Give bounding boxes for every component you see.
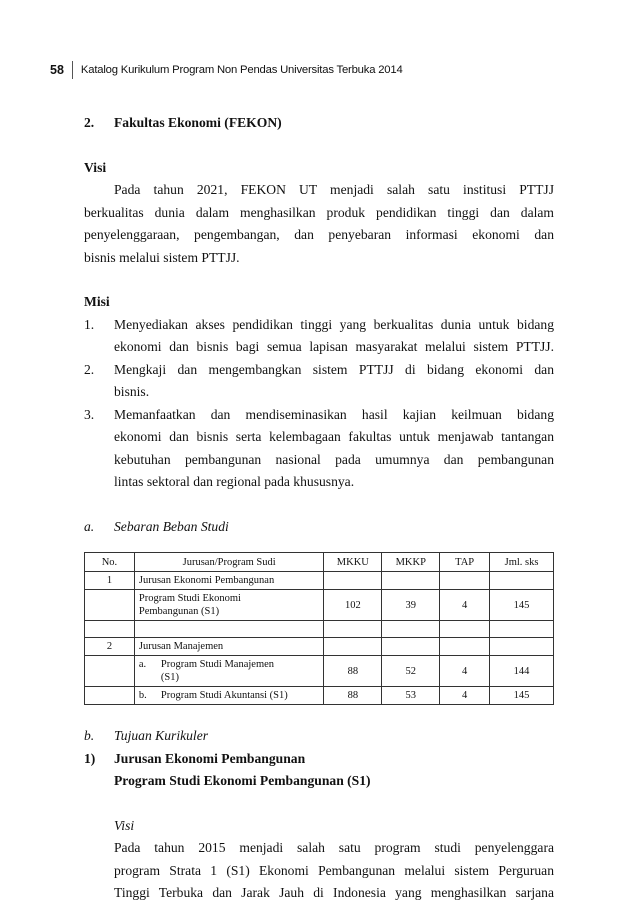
misi-list — [84, 314, 554, 494]
page-number: 58 — [50, 63, 64, 77]
cell-program — [134, 656, 324, 687]
cell-mkku: 88 — [324, 656, 382, 687]
cell — [490, 621, 554, 638]
cell-no: 1 — [85, 572, 135, 590]
cell — [134, 621, 324, 638]
cell — [440, 572, 490, 590]
cell — [85, 687, 135, 705]
program-line: Program Studi Ekonomi — [138, 593, 241, 604]
cell-no: 2 — [85, 638, 135, 656]
visi-line: penyelenggaraan, pengembangan, dan penyebaran informasi ekonomi dan — [84, 227, 554, 242]
item-line: Mengkaji dan mengembangkan sistem PTTJJ di bidang ekonomi dan — [114, 361, 554, 377]
page-header — [50, 61, 403, 79]
list-item — [84, 404, 554, 494]
cell — [85, 656, 135, 687]
cell — [85, 590, 135, 621]
item-number: 1. — [84, 316, 95, 332]
item-line: lintas sektoral dan regional pada khususnya. — [114, 474, 355, 489]
section-number: 2. — [84, 115, 95, 130]
visi-heading: Visi — [84, 159, 107, 175]
prodi-visi-line: Pada tahun 2015 menjadi salah satu program studi penyelenggara — [114, 840, 554, 855]
page-content — [84, 112, 554, 905]
cell-jml: 145 — [490, 590, 554, 621]
cell — [440, 621, 490, 638]
cell-jml: 145 — [490, 687, 554, 705]
cell — [382, 638, 440, 656]
cell-mkkp: 39 — [382, 590, 440, 621]
visi-line: Pada tahun 2021, FEKON UT menjadi salah satu institusi PTTJJ — [114, 182, 554, 197]
item-line: ekonomi dan bisnis bagi semua lapisan masyarakat melalui sistem PTTJJ. — [114, 339, 554, 354]
running-title: Katalog Kurikulum Program Non Pendas Universitas Terbuka 2014 — [80, 64, 403, 76]
cell — [382, 572, 440, 590]
cell-tap: 4 — [440, 656, 490, 687]
item-line: ekonomi dan bisnis serta kelembagaan fakultas untuk menjawab tantangan — [114, 429, 554, 444]
program-letter: b. — [138, 690, 147, 701]
list-item — [84, 314, 554, 359]
item-number: 2. — [84, 361, 95, 377]
cell-mkkp: 52 — [382, 656, 440, 687]
item-line: bisnis. — [114, 384, 150, 399]
jurusan-heading — [84, 748, 554, 771]
col-header: No. — [85, 553, 135, 572]
table-row — [85, 687, 554, 705]
col-header: MKKP — [382, 553, 440, 572]
item-number: 3. — [84, 406, 95, 422]
cell-jurusan: Jurusan Ekonomi Pembangunan — [134, 572, 324, 590]
cell-mkku: 102 — [324, 590, 382, 621]
col-header: MKKU — [324, 553, 382, 572]
item-line: kebutuhan pembangunan nasional pada umumnya dan pembangunan — [114, 451, 554, 467]
misi-heading: Misi — [84, 294, 110, 309]
cell-jml: 144 — [490, 656, 554, 687]
cell — [440, 638, 490, 656]
prodi-visi-heading: Visi — [114, 817, 135, 833]
jurusan-number: 1) — [84, 750, 96, 766]
table-row — [85, 590, 554, 621]
cell — [490, 572, 554, 590]
cell-mkkp: 53 — [382, 687, 440, 705]
tujuan-heading — [84, 725, 554, 748]
sub-letter: b. — [84, 728, 95, 743]
study-load-table — [84, 552, 554, 705]
cell — [324, 621, 382, 638]
cell-tap: 4 — [440, 687, 490, 705]
header-divider — [72, 61, 73, 79]
sub-title: Sebaran Beban Studi — [114, 518, 229, 534]
cell-mkku: 88 — [324, 687, 382, 705]
prodi-visi-line: Tinggi Terbuka dan Jarak Jauh di Indonesia yang menghasilkan sarjana — [114, 885, 554, 900]
item-line: Memanfaatkan dan mendiseminasikan hasil kajian keilmuan bidang — [114, 406, 554, 422]
col-header: Jurusan/Program Sudi — [134, 553, 324, 572]
table-row — [85, 656, 554, 687]
sub-title: Tujuan Kurikuler — [114, 728, 209, 743]
prodi-visi-text — [84, 837, 554, 905]
table-header-row — [85, 553, 554, 572]
prodi-visi-line: program Strata 1 (S1) Ekonomi Pembangunan melalui sistem Perguruan — [114, 862, 554, 878]
table-row-blank — [85, 621, 554, 638]
item-line: Menyediakan akses pendidikan tinggi yang berkualitas dunia untuk bidang — [114, 316, 554, 332]
visi-line: bisnis melalui sistem PTTJJ. — [84, 249, 240, 265]
sebaran-heading — [84, 516, 554, 539]
col-header: Jml. sks — [490, 553, 554, 572]
visi-line: berkualitas dunia dalam menghasilkan produk pendidikan tinggi dan dalam — [84, 204, 554, 220]
cell-program — [134, 687, 324, 705]
program-line: Program Studi Akuntansi (S1) — [160, 690, 288, 701]
jurusan-title: Jurusan Ekonomi Pembangunan — [114, 750, 306, 766]
cell-tap: 4 — [440, 590, 490, 621]
sub-letter: a. — [84, 518, 95, 534]
list-item — [84, 359, 554, 404]
cell — [490, 638, 554, 656]
table-row — [85, 638, 554, 656]
cell — [324, 572, 382, 590]
cell — [85, 621, 135, 638]
cell-jurusan: Jurusan Manajemen — [134, 638, 324, 656]
cell — [382, 621, 440, 638]
program-letter: a. — [138, 659, 147, 670]
program-title: Program Studi Ekonomi Pembangunan (S1) — [114, 773, 371, 788]
cell-program — [134, 590, 324, 621]
cell — [324, 638, 382, 656]
section-heading — [84, 112, 554, 135]
program-line: Program Studi Manajemen — [160, 659, 275, 670]
program-line: Pembangunan (S1) — [138, 606, 220, 617]
table-row — [85, 572, 554, 590]
program-line: (S1) — [160, 672, 179, 683]
section-title: Fakultas Ekonomi (FEKON) — [114, 115, 282, 130]
col-header: TAP — [440, 553, 490, 572]
